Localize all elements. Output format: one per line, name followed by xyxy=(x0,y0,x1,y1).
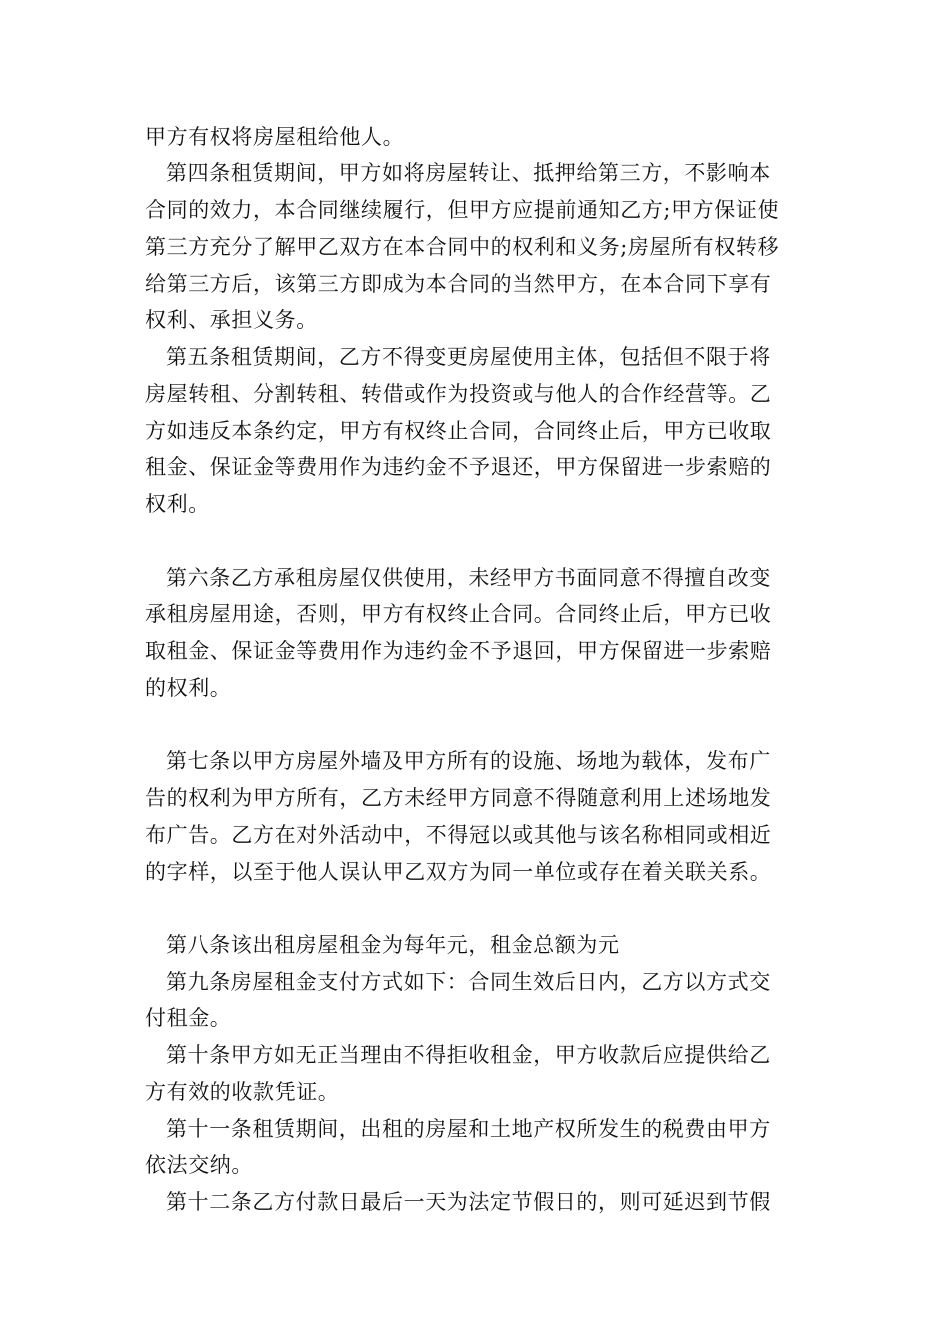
text-line: 的权利。 xyxy=(145,676,232,700)
text-line: 租金、保证金等费用作为违约金不予退还，甲方保留进一步索赔的 xyxy=(145,455,772,479)
text-line: 布广告。乙方在对外活动中，不得冠以或其他与该名称相同或相近 xyxy=(145,823,772,847)
text-line: 给第三方后，该第三方即成为本合同的当然甲方，在本合同下享有 xyxy=(145,272,772,296)
text-line: 权利、承担义务。 xyxy=(145,308,318,332)
text-line: 合同的效力，本合同继续履行，但甲方应提前通知乙方;甲方保证使 xyxy=(145,198,780,222)
text-line: 权利。 xyxy=(145,492,210,516)
text-line: 第六条乙方承租房屋仅供使用，未经甲方书面同意不得擅自改变 xyxy=(166,566,771,590)
text-line: 方如违反本条约定，甲方有权终止合同，合同终止后，甲方已收取 xyxy=(145,419,772,443)
text-line: 取租金、保证金等费用作为违约金不予退回，甲方保留进一步索赔 xyxy=(145,639,772,663)
text-line: 第五条租赁期间，乙方不得变更房屋使用主体，包括但不限于将 xyxy=(166,345,771,369)
text-line: 第三方充分了解甲乙双方在本合同中的权利和义务;房屋所有权转移 xyxy=(145,235,780,259)
text-line: 的字样，以至于他人误认甲乙双方为同一单位或存在着关联关系。 xyxy=(145,860,772,884)
text-line: 付租金。 xyxy=(145,1006,232,1030)
text-line: 第七条以甲方房屋外墙及甲方所有的设施、场地为载体，发布广 xyxy=(166,749,771,773)
text-line: 方有效的收款凭证。 xyxy=(145,1080,340,1104)
text-line: 承租房屋用途，否则，甲方有权终止合同。合同终止后，甲方已收 xyxy=(145,602,772,626)
text-line: 甲方有权将房屋租给他人。 xyxy=(145,125,405,149)
text-line: 依法交纳。 xyxy=(145,1153,253,1177)
text-line: 第十条甲方如无正当理由不得拒收租金，甲方收款后应提供给乙 xyxy=(166,1043,771,1067)
text-line: 第九条房屋租金支付方式如下：合同生效后日内，乙方以方式交 xyxy=(166,970,771,994)
text-line: 第十一条租赁期间，出租的房屋和土地产权所发生的税费由甲方 xyxy=(166,1117,771,1141)
text-line: 第八条该出租房屋租金为每年元，租金总额为元 xyxy=(166,933,620,957)
text-line: 第四条租赁期间，甲方如将房屋转让、抵押给第三方，不影响本 xyxy=(166,161,771,185)
text-line: 第十二条乙方付款日最后一天为法定节假日的，则可延迟到节假 xyxy=(166,1190,771,1214)
text-line: 告的权利为甲方所有，乙方未经甲方同意不得随意利用上述场地发 xyxy=(145,786,772,810)
text-line: 房屋转租、分割转租、转借或作为投资或与他人的合作经营等。乙 xyxy=(145,382,772,406)
